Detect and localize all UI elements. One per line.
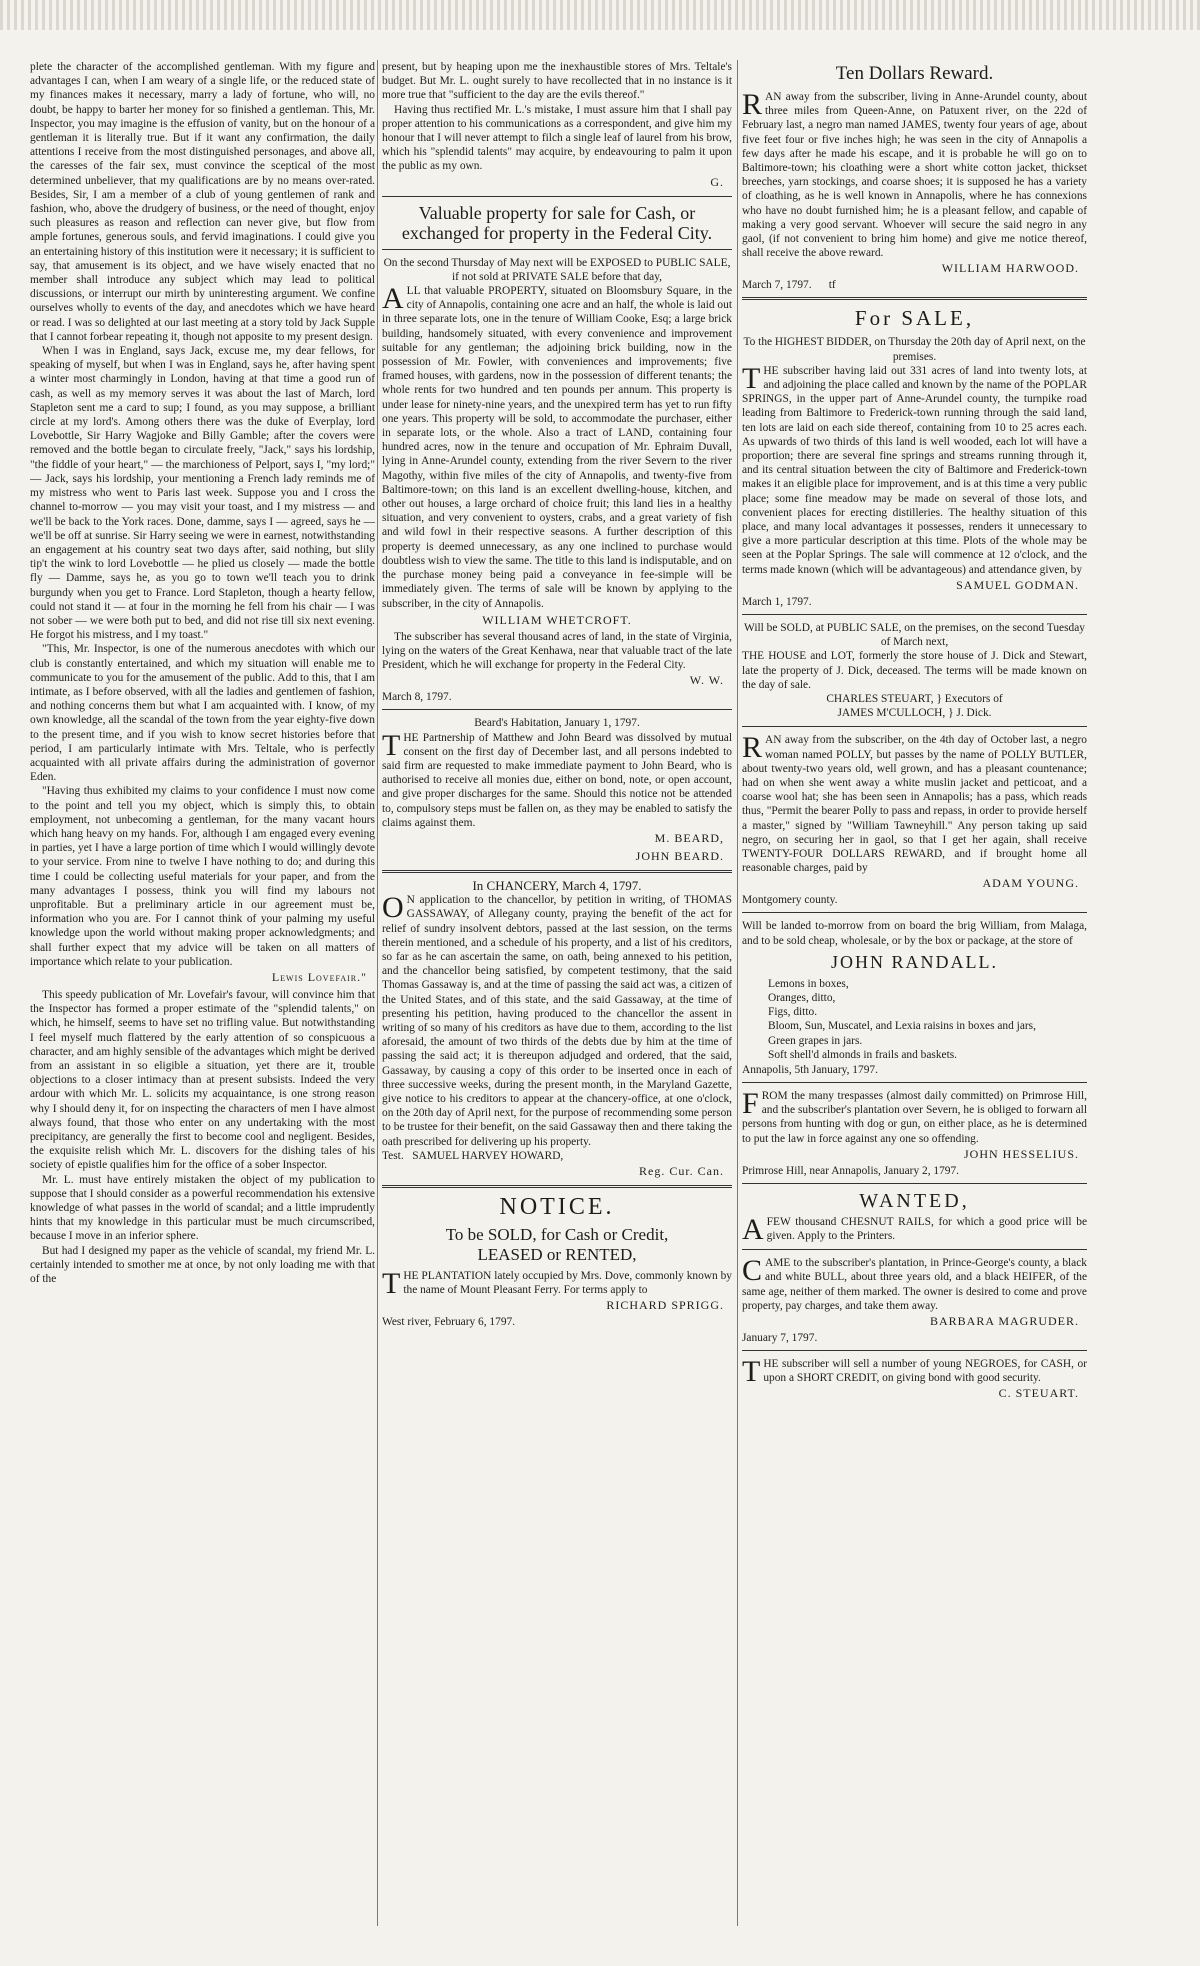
- list-item: Bloom, Sun, Muscatel, and Lexia raisins in boxes and jars,: [768, 1020, 1036, 1033]
- editor-paragraph: But had I designed my paper as the vehicle of scandal, my friend Mr. L. certainly intended to smother me at once, by not only loading me with that of the: [30, 1244, 375, 1286]
- column-divider: [737, 60, 738, 1926]
- ad-lead: On the second Thursday of May next will be EXPOSED to PUBLIC SALE, if not sold at PRIVATE SALE before that day,: [383, 256, 731, 283]
- drop-cap: C: [742, 1254, 763, 1288]
- list-item: Oranges, ditto,: [768, 991, 836, 1004]
- divider: [382, 870, 732, 873]
- ad-signature: SAMUEL HARVEY HOWARD,: [412, 1149, 564, 1162]
- ad-date: Beard's Habitation, January 1, 1797.: [474, 717, 640, 730]
- divider: [382, 249, 732, 250]
- ad-title-for-sale: For SALE,: [854, 306, 975, 331]
- ad-body: FEW thousand CHESNUT RAILS, for which a good price will be given. Apply to the Printers.: [766, 1215, 1087, 1242]
- ad-date: January 7, 1797.: [742, 1332, 818, 1344]
- ad-merchant-name: JOHN RANDALL.: [831, 951, 998, 972]
- list-item: Lemons in boxes,: [768, 977, 849, 990]
- ad-title-notice: NOTICE.: [499, 1194, 615, 1220]
- editor-paragraph: This speedy publication of Mr. Lovefair's favour, will convince him that the Inspector has formed a proper estimate of the "splendid talents," on which, he himself, seems to have set no trifling value. But notwithstanding I feel myself much flattered by the early attention of so conspicuous a character, and am highly sensible of the advantages which might be derived from an assistant in so eligible a situation, yet there are it, trouble objections to a closer intimacy than at present subsists. Indeed the very ardour with which Mr. L. solicits my acquaintance, is one strong reason why I should deny it, for on inspecting the characters of men I have almost always found, that those who enter on any undertaking with the most precipitancy, are generally the first to become cool and negligent. Besides, the exquisite relish which Mr. L. discovers for the dishing tales of his society of epistle qualifies him for the office of a sober Inspector.: [30, 989, 375, 1172]
- divider: [742, 726, 1087, 727]
- divider: [742, 1350, 1087, 1351]
- ad-date: March 1, 1797.: [742, 595, 812, 608]
- drop-cap: T: [742, 361, 761, 395]
- ad-lead: Will be SOLD, at PUBLIC SALE, on the premises, on the second Tuesday of March next,: [744, 621, 1085, 649]
- list-item: Green grapes in jars.: [768, 1034, 863, 1047]
- ad-lead: Will be landed to-morrow from on board the brig William, from Malaga, and to be sold cheap, wholesale, or by the box or package, at the store of: [742, 920, 1087, 947]
- letter-paragraph: "This, Mr. Inspector, is one of the numerous anecdotes with which our club is constantly entertained, and which my situation will enable me to communicate to you for the amusement of the public. Add to this, that I am intimate, as I before observed, with all the ladies and gentlemen of fashion, and nothing concerns them but what I am acquainted with. I know, of my own knowledge, all the scandal of the town from the year eighty-five down to the present time, and if you wish to know secret histories before that period, I am particularly intimate with Mrs. Teltale, who is perfectly acquainted with all private affairs during the administration of governor Eden.: [30, 643, 375, 784]
- ad-subtitle: To be SOLD, for Cash or Credit,: [445, 1225, 669, 1244]
- drop-cap: R: [742, 731, 763, 765]
- letter-signature: Lewis Lovefair.": [271, 970, 367, 984]
- ad-signature: JOHN HESSELIUS.: [963, 1146, 1079, 1161]
- ad-signature: BARBARA MAGRUDER.: [929, 1314, 1079, 1328]
- list-item: Soft shell'd almonds in frails and baskets.: [768, 1048, 958, 1061]
- column-divider: [377, 60, 378, 1926]
- ad-body: AN away from the subscriber, living in Anne-Arundel county, about three miles from Queen-Anne, on Patuxent river, on the 22d of February last, a negro man named JAMES, twenty four years of age, about five feet four or five inches high; he was seen in the city of Annapolis a few days after he made his escape, and it is probable he will go on to Baltimore-town; his cloathing were a short white cotton jacket, thickset breeches, yarn stockings, and coarse shoes; it is supposed he has a variety of cloathing, as he is well known in Annapolis, where he has connexions who have no doubt furnished him; he is a pleasant fellow, and capable of making a very good servant. Whoever will secure the said negro in any gaol, (if not convenient to bring him home) and give me notice thereof, shall receive the above reward.: [742, 91, 1087, 260]
- ad-signature: ADAM YOUNG.: [982, 876, 1079, 891]
- ad-date: March 7, 1797.: [742, 279, 812, 292]
- ad-title-property-sale: Valuable property for sale for Cash, or exchanged for property in the Federal City.: [401, 202, 713, 243]
- ad-signature: JAMES M'CULLOCH, } J. Dick.: [837, 707, 992, 720]
- ad-lead: To the HIGHEST BIDDER, on Thursday the 20th day of April next, on the premises.: [743, 336, 1086, 363]
- ad-body: AN away from the subscriber, on the 4th day of October last, a negro woman named POLLY, but passes by the name of POLLY BUTLER, about twenty-two years old, well grown, and has a pleasant countenance; had on when she went away a white muslin jacket and petticoat, and a coarse wool hat; she has been seen in Annapolis; has a pass, which reads thus, "Permit the bearer Polly to pass and repass, in order to provide herself a master," signed by "William Tawneyhill." Any person taking up said negro, on securing her in gaol, so that I get her again, shall receive TWENTY-FOUR DOLLARS REWARD, and if brought home all reasonable charges, paid by: [742, 734, 1087, 875]
- divider: [742, 912, 1087, 913]
- ad-signature: SAMUEL GODMAN.: [956, 577, 1079, 592]
- ad-tf-mark: tf: [828, 279, 836, 292]
- letter-continuation: Having thus rectified Mr. L.'s mistake, I must assure him that I shall pay proper attention to his communications as a correspondent, and give him my honour that I will never attempt to filch a single leaf of laurel from his brow, which his "splendid talents" may acquire, by endeavouring to palm it upon the public as my own.: [382, 103, 732, 173]
- ad-place: Montgomery county.: [742, 894, 838, 907]
- divider: [382, 1185, 732, 1188]
- ad-heading: In CHANCERY, March 4, 1797.: [472, 877, 642, 893]
- letter-signature: G.: [710, 174, 724, 189]
- ad-subtitle: LEASED or RENTED,: [477, 1245, 637, 1264]
- ad-date: Annapolis, 5th January, 1797.: [742, 1063, 878, 1076]
- letter-paragraph: "Having thus exhibited my claims to your confidence I must now come to the point and tell you my object, which is simply this, to obtain employment, not unbecoming a gentleman, for the many vacant hours which hang heavy on my hands. For, although I am engaged every evening in parties, yet I have a large portion of time which I would willingly devote to your service. From nine to twelve I have nothing to do; and during this time I could be collecting useful materials for your paper, and from the many advantages I possess, think you will find my labours not unprofitable. But a preliminary article in our agreement must be, information who you are. For I cannot think of your palming my useful knowledge upon the world without making proper acknowledgments; and shall further expect that my advice will be taken on all matters of importance which relate to your publication.: [30, 785, 375, 968]
- drop-cap: T: [382, 728, 401, 762]
- ad-date: March 8, 1797.: [382, 691, 452, 704]
- column-2: [382, 60, 732, 1926]
- ad-body: THE HOUSE and LOT, formerly the store house of J. Dick and Stewart, late the property of J. Dick, deceased. The terms will be made known on the day of sale.: [742, 650, 1087, 691]
- letter-paragraph: plete the character of the accomplished gentleman. With my figure and advantages I can, when I am weary of a single life, or the reduced state of my finances makes it necessary, marry a lady of fortune, who will, no doubt, be happy to barter her money for so finished a gentleman. This, Mr. Inspector, you may imagine is the effusion of vanity, but on the honour of a gentleman it is literally true. But if it want any confirmation, the daily attentions I receive from the most distinguished personages, and above all, the caresses of the fair sex, must convince the sceptical of the most determined unbeliever, that my qualifications are by no means over-rated. Besides, Sir, I am a member of a club of young gentlemen of rank and fashion, who, above the drudgery of business, or the need of thought, enjoy such pleasures as reason and reflection can never give, but flow from ample fortunes, generous souls, and fervid imaginations. I could give you an entertaining history of this institution were it necessary; it is sufficient to say, that amusement is its object, and we have wisely enacted that no member shall introduce any subject which may lead to political discussions, or interrupt our mirth by uninteresting argument. We confine ourselves wholly to events of the day, and anecdotes which we have heard or read. I was so delighted at our last meeting at a story told by Jack Supple that I cannot forbear repeating it, though not apposite to my present design.: [30, 61, 375, 343]
- ad-signature: M. BEARD,: [654, 830, 724, 845]
- drop-cap: A: [742, 1212, 764, 1246]
- ad-body: The subscriber has several thousand acres of land, in the state of Virginia, lying on the waters of the Great Kenhawa, near that valuable tract of the late President, which he will exchange for property in the Federal City.: [382, 630, 732, 672]
- ad-test-label: Test.: [382, 1149, 404, 1162]
- column-3: [742, 60, 1087, 1926]
- list-item: Figs, ditto.: [768, 1006, 818, 1019]
- editor-paragraph: Mr. L. must have entirely mistaken the object of my publication to suppose that I should consider as a powerful recommendation his extensive knowledge of what passes in the world of scandal; and a little imprudently hints that my knowledge in this particular must be much circumscribed, because I move in an inferior sphere.: [30, 1173, 375, 1243]
- divider: [742, 614, 1087, 615]
- ad-signature: C. STEUART.: [998, 1386, 1079, 1401]
- drop-cap: F: [742, 1086, 759, 1120]
- ad-initials: W. W.: [689, 673, 724, 688]
- divider: [742, 1082, 1087, 1083]
- ad-signature: WILLIAM WHETCROFT.: [482, 612, 632, 627]
- ad-body: HE subscriber having laid out 331 acres of land into twenty lots, at and adjoining the place called and known by the name of the POPLAR SPRINGS, in the upper part of Anne-Arundel county, the turnpike road leading from Baltimore to Frederick-town running through the said land, ten lots are laid on each side thereof, containing from 10 to 25 acres each. As upwards of two thirds of this land is well wooded, each lot will have a proportion; there are several fine springs and streams running through it, and its central situation between the city of Baltimore and Frederick-town makes it an eligible place for improvement, and is at this time a very public place; some fine meadow may be made on several of those lots, and convenient places for erecting distilleries. The healthy situation of this place, and many local advantages it possesses, renders it unnecessary to give a more particular description at this time. Plots of the whole may be seen at the Poplar Springs. The sale will commence at 12 o'clock, and the terms made known (which will be advantageous) and attendance given, by: [742, 364, 1087, 576]
- ad-body: ROM the many trespasses (almost daily committed) on Primrose Hill, and the subscriber's plantation over Severn, he is obliged to forwarn all persons from hunting with dog or gun, on either place, as he is determined to put the law in force against any one so offending.: [742, 1089, 1087, 1145]
- divider: [742, 1183, 1087, 1184]
- ad-signature: JOHN BEARD.: [635, 848, 724, 863]
- divider: [742, 1249, 1087, 1250]
- ad-body: HE Partnership of Matthew and John Beard was dissolved by mutual consent on the first day of December last, and all persons indebted to said firm are requested to make immediate payment to John Beard, who is authorised to receive all monies due, either on bond, note, or open account, and give proper discharges for the same. Should this notice not be attended to, compulsory steps must be fallen on, as they may be enabled to satisfy the claims against them.: [382, 731, 732, 829]
- ad-body: HE subscriber will sell a number of young NEGROES, for CASH, or upon a SHORT CREDIT, on giving bond with good security.: [763, 1358, 1087, 1385]
- ad-date: West river, February 6, 1797.: [382, 1316, 516, 1329]
- ad-body: LL that valuable PROPERTY, situated on Bloomsbury Square, in the city of Annapolis, containing one acre and an half, the whole is laid out in three separate lots, one in the tenure of William Cooke, Esq; a large brick building, handsomely situated, with every convenience and improvement suitable for any gentleman; the adjoining brick building, now in the possession of Mr. Fowler, with conveniences and improvements; five framed houses, with gardens, now in the possession of different tenants; the whole rents for two hundred and ten pounds per annum. This property is under lease for ninety-nine years, and the unexpired term has yet to run fifty one years. This property will be sold, to accommodate the purchaser, either in separate lots, or the whole. Also a tract of LAND, containing four hundred acres, now in the tenure and occupation of Mr. Ephraim Duvall, lying in Anne-Arundel county, extending from the river Severn to the river Magothy, within five miles of the city of Annapolis, and twenty-five from Baltimore-town; on this land is an excellent dwelling-house, kitchen, and other out houses, a large orchard of choice fruit; this land lies in a healthy situation, and very convenient to oysters, crabs, and a great variety of fish and wild fowl in their respective seasons. A further description of this property is deemed unnecessary, as any one inclined to purchase would doubtless wish to view the same. The title to this land is indisputable, and on the purchase money being paid a conveyance in fee-simple will be immediately given. The terms of sale will be known by applying to the subscriber, in the city of Annapolis.: [382, 285, 732, 610]
- ad-signature: CHARLES STEUART, } Executors of: [826, 692, 1003, 705]
- divider: [742, 297, 1087, 300]
- drop-cap: A: [382, 282, 404, 316]
- drop-cap: R: [742, 88, 763, 121]
- ad-title-wanted: WANTED,: [859, 1189, 970, 1212]
- ad-date: Primrose Hill, near Annapolis, January 2, 1797.: [742, 1164, 960, 1177]
- drop-cap: T: [742, 1355, 761, 1388]
- letter-continuation: present, but by heaping upon me the inexhaustible stores of Mrs. Teltale's budget. But Mr. L. ought surely to have recollected that in no instance is it more true that "sufficient to the day are the evils thereof.": [382, 61, 732, 102]
- ad-signature: WILLIAM HARWOOD.: [941, 261, 1079, 276]
- page-top-edge: [0, 0, 1200, 30]
- ad-signature: Reg. Cur. Can.: [639, 1164, 724, 1178]
- drop-cap: O: [382, 891, 404, 925]
- ad-body: HE PLANTATION lately occupied by Mrs. Dove, commonly known by the name of Mount Pleasant Ferry. For terms apply to: [403, 1270, 732, 1297]
- drop-cap: T: [382, 1267, 401, 1300]
- ad-body: N application to the chancellor, by petition in writing, of THOMAS GASSAWAY, of Allegany county, praying the benefit of the act for relief of sundry insolvent debtors, passed at the last session, on the terms therein mentioned, and a schedule of his property, and a list of his creditors, so far as he can ascertain the same, on oath, being annexed to his petition, and the chancellor being satisfied, by competent testimony, that the said Thomas Gassaway is, and at the time of passing the said act was, a citizen of the United States, and of this state, and the said Gassaway, at the time of presenting his petition, having produced to the chancellor the assent in writing of so many of his creditors as have due to them, according to the list aforesaid, the amount of two thirds of the debts due by him at the time of passing the said act; it is thereupon adjudged and ordered, that the said, Gassaway, by causing a copy of this order to be inserted once in each of three successive weeks, during the present month, in the Maryland Gazette, give notice to his creditors to appear at the chancery-office, at one o'clock, on the 20th day of April next, for the purpose of recommending some person to be trustee for their benefit, on the said Gassaway then and there taking the oath prescribed for delivering up his property.: [382, 894, 732, 1148]
- divider: [382, 196, 732, 197]
- column-1: [30, 60, 375, 1926]
- letter-paragraph: When I was in England, says Jack, excuse me, my dear fellows, for speaking of myself, but when I was in England, says he, after having spent a winter most charmingly in London, having at that time a good run of cash, as well as my memory serves it was about the last of March, lord Stapleton sent me a card to sup; I found, as you may suppose, a brilliant circle at my lord's. Among others there was the duke of Everplay, lord Lovebottle, Sir Harry Wagjoke and Billy Gamble; after the covers were removed and the bottle began to circulate freely, "Jack," says his lordship, "the fiddle of your heart," — the marchioness of Pelport, says I, "my lord;" — Jack, says his lordship, your mentioning a French lady reminds me of my mistress who went to Paris last week. Suppose you and I cross the channel to-morrow — you may visit your toast, and I my mistress — and we'll be back to the York races. Done, damme, says I — agreed, says he — we'll be off at sunrise. Sir Harry seeing we were in earnest, notwithstanding an engagement at his country seat two days after, said nothing, but slily tip't the wink to lord Lovebottle — he plied us closely — made the bottle fly — Damme, says he, as you go to town we'll teach you to drink burgundy when you get to France. Lord Stapleton, though a hearty fellow, could not stand it — at four in the morning he fell from his chair — I was not sober — we were both put to bed, and did not rise till six next evening. He forgot his mistress, and I my toast.": [30, 345, 375, 642]
- ad-title-reward: Ten Dollars Reward.: [835, 63, 994, 84]
- goods-list: [742, 977, 1087, 1062]
- ad-body: AME to the subscriber's plantation, in Prince-George's county, a black and white BULL, about three years old, and a black HEIFER, of the same age, neither of them marked. The owner is desired to come and prove property, pay charges, and take them away.: [742, 1257, 1087, 1312]
- ad-signature: RICHARD SPRIGG.: [606, 1298, 724, 1313]
- divider: [382, 709, 732, 710]
